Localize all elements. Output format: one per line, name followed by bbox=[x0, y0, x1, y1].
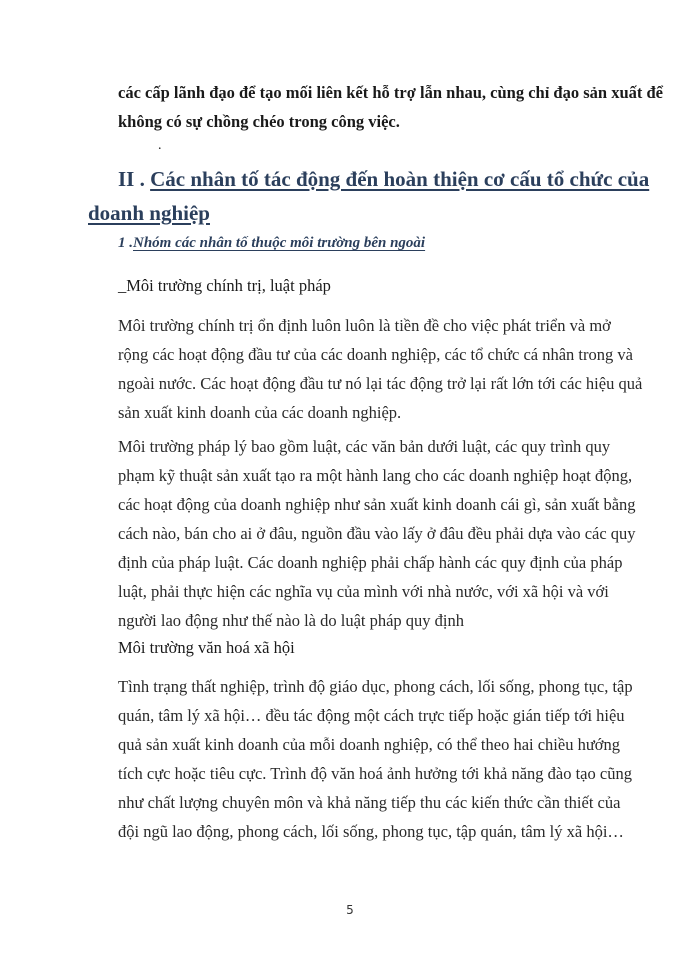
block-heading-political-legal: _Môi trường chính trị, luật pháp bbox=[118, 276, 331, 295]
section-title: Các nhân tố tác động đến hoàn thiện cơ cấu tổ chức của doanh nghiệp bbox=[88, 167, 650, 225]
subsection-number: 1 . bbox=[118, 235, 133, 251]
subsection-title: Nhóm các nhân tố thuộc môi trường bên ngoài bbox=[133, 235, 426, 251]
page-number: 5 bbox=[346, 903, 354, 917]
paragraph-political: Môi trường chính trị ổn định luôn luôn là tiền đề cho việc phát triển và mở rộng các hoạt động đầu tư của các doanh nghiệp, các tổ chức cá nhân trong và ngoài nước. Các hoạt động đầu tư nó lại tác động trở lại rất lớn tới các hiệu quả sản xuất kinh doanh của các doanh nghiệp. bbox=[118, 316, 643, 422]
subsection-heading bbox=[118, 235, 425, 252]
paragraph-culture: Tình trạng thất nghiệp, trình độ giáo dục, phong cách, lối sống, phong tục, tập quán, tâm lý xã hội… đều tác động một cách trực tiếp hoặc gián tiếp tới hiệu quả sản xuất kinh doanh của mỗi doanh nghiệp, có thể theo hai chiều hướng tích cực hoặc tiêu cực. Trình độ văn hoá ảnh hưởng tới khả năng đào tạo cũng như chất lượng chuyên môn và khả năng tiếp thu các kiến thức cần thiết của đội ngũ lao động, phong cách, lối sống, phong tục, tập quán, tâm lý xã hội… bbox=[118, 677, 633, 841]
block-heading-culture-society: Môi trường văn hoá xã hội bbox=[118, 638, 295, 657]
intro-line-1: các cấp lãnh đạo để tạo mối liên kết hỗ trợ lẫn nhau, cùng chỉ đạo sản xuất để bbox=[118, 83, 663, 102]
stray-dot: . bbox=[158, 138, 162, 153]
section-number: II . bbox=[118, 167, 145, 191]
paragraph-legal: Môi trường pháp lý bao gồm luật, các văn bản dưới luật, các quy trình quy phạm kỹ thuật sản xuất tạo ra một hành lang cho các doanh nghiệp hoạt động, các hoạt động của doanh nghiệp như sản xuất kinh doanh cái gì, sản xuất bằng cách nào, bán cho ai ở đâu, nguồn đầu vào lấy ở đâu đều phải dựa vào các quy định của pháp luật. Các doanh nghiệp phải chấp hành các quy định của pháp luật, phải thực hiện các nghĩa vụ của mình với nhà nước, với xã hội và với người lao động như thế nào là do luật pháp quy định bbox=[118, 437, 636, 630]
section-heading bbox=[88, 162, 668, 230]
intro-line-2: không có sự chồng chéo trong công việc. bbox=[118, 112, 400, 131]
